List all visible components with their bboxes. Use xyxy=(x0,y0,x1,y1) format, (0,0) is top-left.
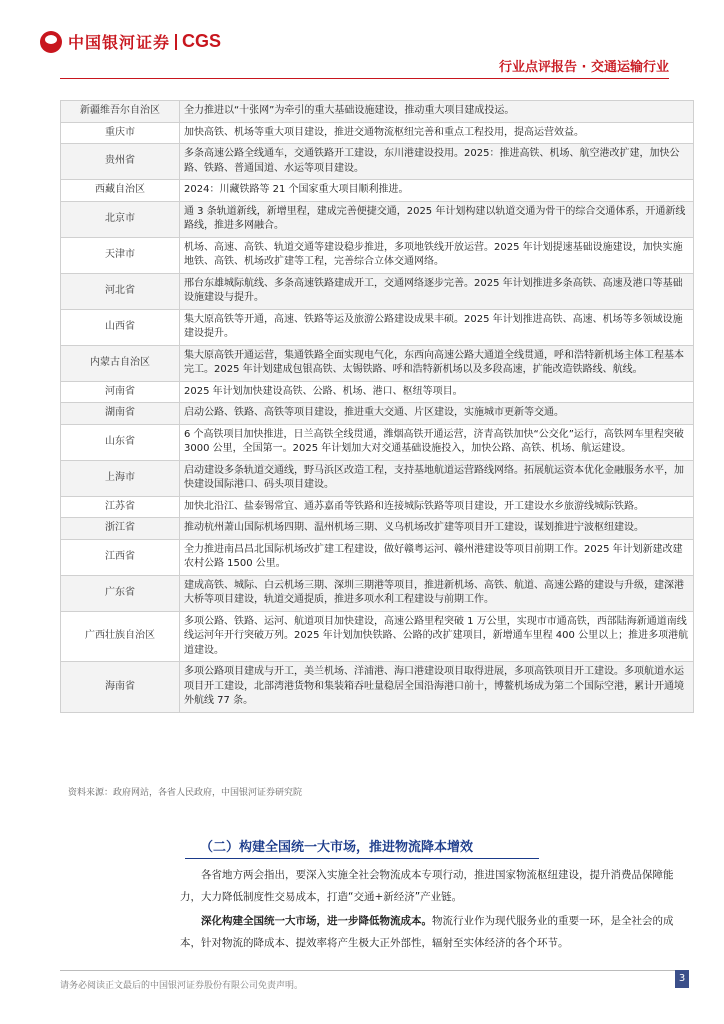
province-cell: 江苏省 xyxy=(61,496,180,518)
province-cell: 湖南省 xyxy=(61,403,180,425)
plan-cell: 加快北沿江、盐泰锡常宜、通苏嘉甬等铁路和连接城际铁路等项目建设，开工建设水乡旅游线城际铁路。 xyxy=(180,496,694,518)
logo-divider xyxy=(175,34,177,50)
brand-logo xyxy=(40,30,221,53)
table-source: 资料来源：政府网站，各省人民政府，中国银河证券研究院 xyxy=(68,788,303,798)
section-title-underline xyxy=(185,858,539,859)
section-title: （二）构建全国统一大市场，推进物流降本增效 xyxy=(200,840,474,855)
table-row xyxy=(61,180,694,202)
table-row xyxy=(61,518,694,540)
province-cell: 贵州省 xyxy=(61,144,180,180)
province-cell: 上海市 xyxy=(61,460,180,496)
plan-cell: 建成高铁、城际、白云机场三期、深圳三期港等项目，推进新机场、高铁、航道、高速公路的建设与升级，建深港大桥等项目建设，轨道交通提质，推进多项水利工程建设与前期工作。 xyxy=(180,575,694,611)
province-cell: 北京市 xyxy=(61,201,180,237)
table-row xyxy=(61,101,694,123)
table-row xyxy=(61,662,694,713)
plan-cell: 集大原高铁开通运营，集通铁路全面实现电气化，东西向高速公路大通道全线贯通，呼和浩特新机场主体工程基本完工。2025 年计划建成包银高铁、太锡铁路、呼和浩特新机场以及多段高速，扩能改造铁路线、航线。 xyxy=(180,345,694,381)
province-cell: 内蒙古自治区 xyxy=(61,345,180,381)
plan-cell: 启动公路、铁路、高铁等项目建设，推进重大交通、片区建设，实施城市更新等交通。 xyxy=(180,403,694,425)
table-row xyxy=(61,122,694,144)
plan-cell: 全力推进以“十张网”为牵引的重大基础设施建设，推动重大项目建成投运。 xyxy=(180,101,694,123)
paragraph-2-lead: 深化构建全国统一大市场，进一步降低物流成本。 xyxy=(201,915,432,927)
paragraph-1-text: 各省地方两会指出，要深入实施全社会物流成本专项行动，推进国家物流枢纽建设，提升消费品保障能力，大力降低制度性交易成本，打造“交通+新经济”产业链。 xyxy=(180,869,674,903)
table-row xyxy=(61,345,694,381)
report-type: 行业点评报告 · 交通运输行业 xyxy=(499,60,669,75)
plan-cell: 6 个高铁项目加快推进，日兰高铁全线贯通，潍烟高铁开通运营，济青高铁加快“公交化”运行，高铁网车里程突破 3000 公里，全国第一。2025 年计划加大对交通基础设施投入，加快公路、高铁、机场、航运建设。 xyxy=(180,424,694,460)
plan-cell: 推动杭州萧山国际机场四期、温州机场三期、义乌机场改扩建等项目开工建设，谋划推进宁波枢纽建设。 xyxy=(180,518,694,540)
plan-cell: 加快高铁、机场等重大项目建设，推进交通物流枢纽完善和重点工程投用，提高运营效益。 xyxy=(180,122,694,144)
table-row xyxy=(61,460,694,496)
plan-cell: 2025 年计划加快建设高铁、公路、机场、港口、枢纽等项目。 xyxy=(180,381,694,403)
province-plan-table xyxy=(60,100,694,713)
province-cell: 浙江省 xyxy=(61,518,180,540)
page-number: 3 xyxy=(675,970,689,988)
province-cell: 西藏自治区 xyxy=(61,180,180,202)
plan-cell: 多条高速公路全线通车，交通铁路开工建设，东川港建设投用。2025：推进高铁、机场、航空港改扩建，加快公路、铁路、普通国道、水运等项目建设。 xyxy=(180,144,694,180)
table-row xyxy=(61,144,694,180)
plan-cell: 多项公路项目建成与开工，美兰机场、洋浦港、海口港建设项目取得进展，多项高铁项目开工建设。多项航道水运项目开工建设，北部湾港货物和集装箱吞吐量稳居全国沿海港口前十，博鳌机场成为第二个国际空港，累计开通境外航线 77 条。 xyxy=(180,662,694,713)
province-cell: 海南省 xyxy=(61,662,180,713)
province-cell: 重庆市 xyxy=(61,122,180,144)
province-cell: 江西省 xyxy=(61,539,180,575)
table-row xyxy=(61,237,694,273)
table-row xyxy=(61,381,694,403)
brand-name-en: CGS xyxy=(182,31,222,51)
paragraph-1 xyxy=(180,864,680,908)
plan-cell: 全力推进南昌昌北国际机场改扩建工程建设，做好赣粤运河、赣州港建设等项目前期工作。2025 年计划新建改建农村公路 1500 公里。 xyxy=(180,539,694,575)
table-row xyxy=(61,496,694,518)
plan-cell: 通 3 条轨道新线，新增里程，建成完善便捷交通，2025 年计划构建以轨道交通为骨干的综合交通体系，开通新线路线，推进多网融合。 xyxy=(180,201,694,237)
plan-cell: 邢台东雄城际航线、多条高速铁路建成开工，交通网络逐步完善。2025 年计划推进多条高铁、高速及港口等基础设施建设与提升。 xyxy=(180,273,694,309)
plan-cell: 多项公路、铁路、运河、航道项目加快建设，高速公路里程突破 1 万公里，实现市市通高铁，西部陆海新通道南线线运河年开行突破万列。2025 年计划加快铁路、公路的改扩建项目，新增通车里程 400 公里以上；推进多项港航道建设。 xyxy=(180,611,694,662)
province-cell: 河北省 xyxy=(61,273,180,309)
table-row xyxy=(61,611,694,662)
paragraph-2-text: 物流行业作为现代服务业的重要一环，是全社会的成本，针对物流的降成本、提效率将产生极大正外部性，辐射至实体经济的各个环节。 xyxy=(180,915,674,949)
table-row xyxy=(61,201,694,237)
plan-cell: 机场、高速、高铁、轨道交通等建设稳步推进，多项地铁线开放运营。2025 年计划提速基础设施建设，加快实施地铁、高铁、机场改扩建等工程，完善综合立体交通网络。 xyxy=(180,237,694,273)
table-row xyxy=(61,273,694,309)
plan-cell: 2024：川藏铁路等 21 个国家重大项目顺利推进。 xyxy=(180,180,694,202)
footer-divider xyxy=(60,970,689,971)
table-row xyxy=(61,403,694,425)
brand-name-cn: 中国银河证券 xyxy=(68,33,171,52)
province-cell: 山东省 xyxy=(61,424,180,460)
table-row xyxy=(61,309,694,345)
header-divider xyxy=(60,78,669,79)
plan-cell: 启动建设多条轨道交通线，野马浜区改造工程，支持基地航道运营路线网络。拓展航运资本优化金融服务水平，加快建设国际港口、码头项目建设。 xyxy=(180,460,694,496)
footer-disclaimer: 请务必阅读正文最后的中国银河证券股份有限公司免责声明。 xyxy=(60,981,304,991)
province-cell: 广西壮族自治区 xyxy=(61,611,180,662)
paragraph-2 xyxy=(180,910,680,954)
province-cell: 山西省 xyxy=(61,309,180,345)
province-cell: 河南省 xyxy=(61,381,180,403)
cgs-logo-icon xyxy=(40,31,62,53)
page-header xyxy=(0,0,724,75)
table-row xyxy=(61,575,694,611)
province-cell: 广东省 xyxy=(61,575,180,611)
province-cell: 新疆维吾尔自治区 xyxy=(61,101,180,123)
plan-cell: 集大原高铁等开通，高速、铁路等运及旅游公路建设成果丰硕。2025 年计划推进高铁、高速、机场等多领域设施建设提升。 xyxy=(180,309,694,345)
table-row xyxy=(61,424,694,460)
province-cell: 天津市 xyxy=(61,237,180,273)
table-row xyxy=(61,539,694,575)
